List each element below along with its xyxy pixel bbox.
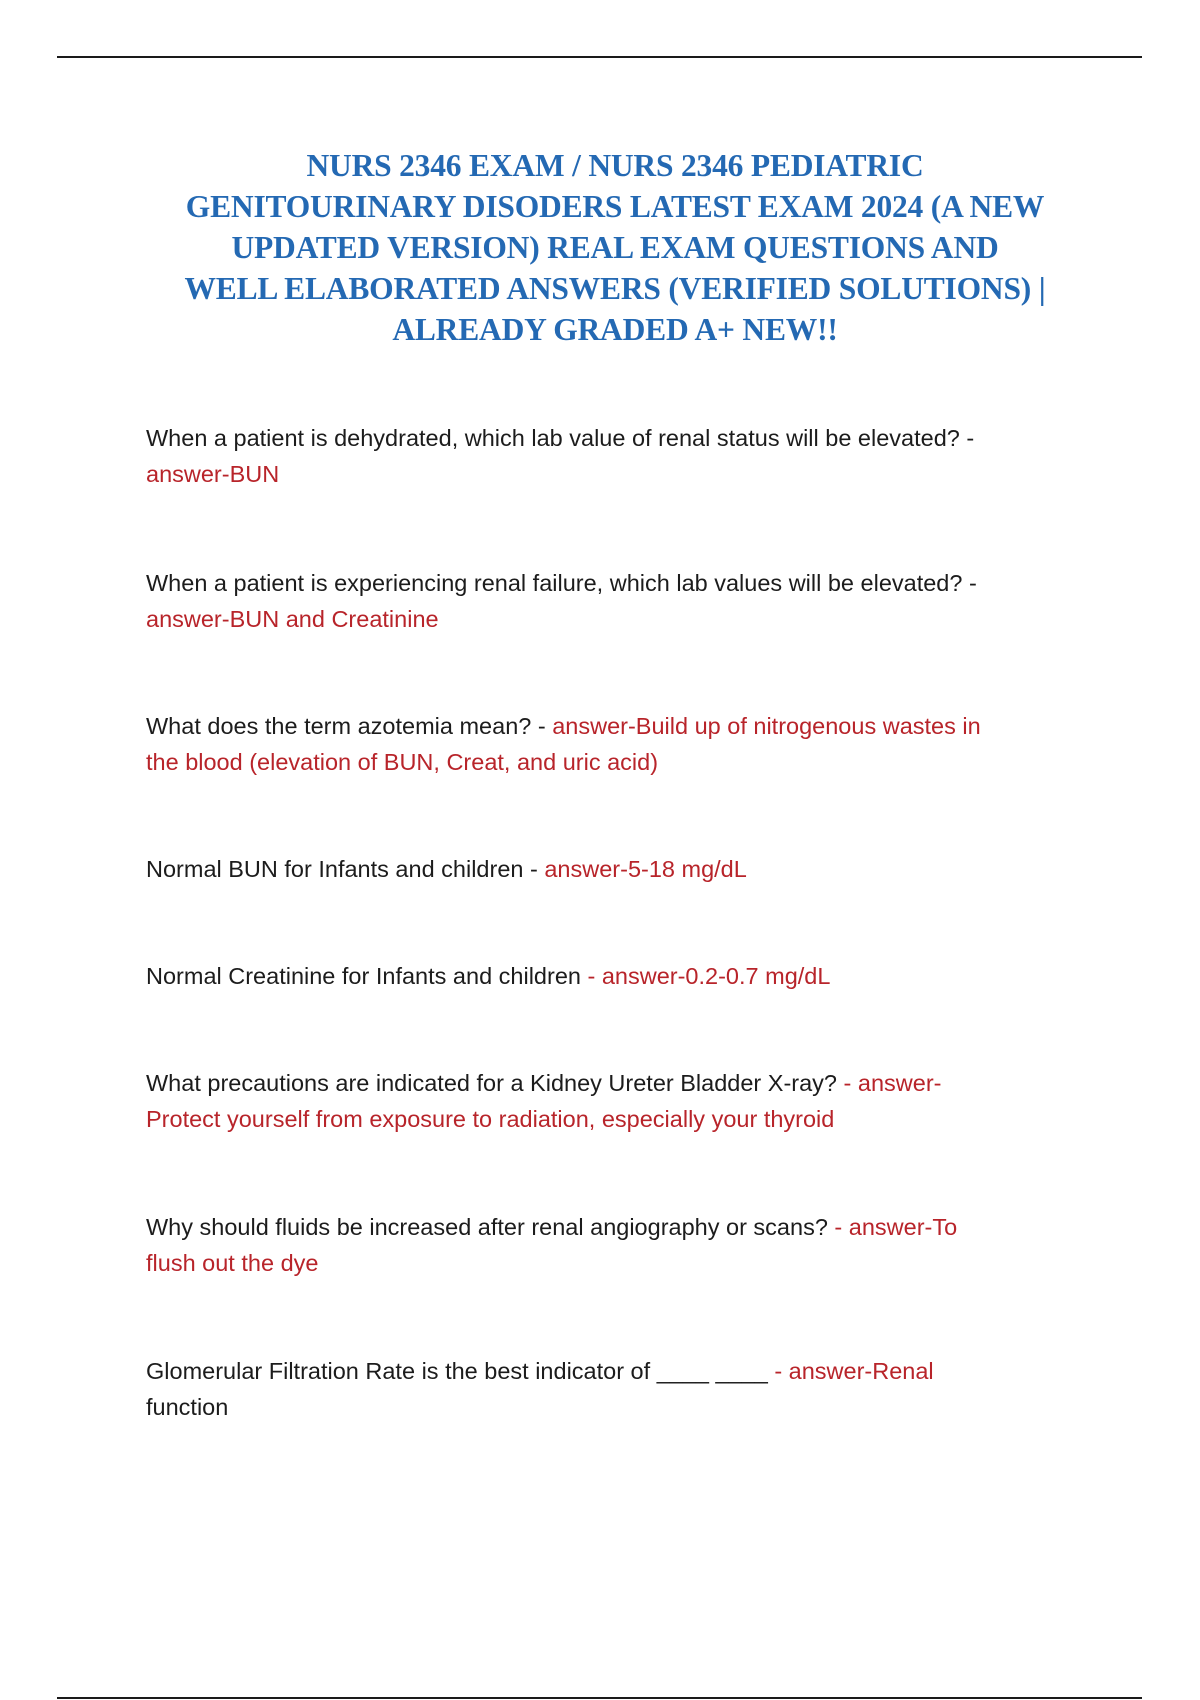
qa-item-renal-angiography [146,1209,1086,1281]
qa-line [146,1389,1086,1425]
qa-line [146,1101,1086,1137]
qa-item-gfr [146,1353,1086,1425]
document-title [110,145,1120,350]
answer-text: flush out the dye [146,1250,319,1276]
question-text: What does the term azotemia mean? - [146,713,553,739]
question-text: When a patient is dehydrated, which lab value of renal status will be elevated? - [146,425,975,451]
question-text: Normal Creatinine for Infants and children [146,963,588,989]
answer-text: the blood (elevation of BUN, Creat, and uric acid) [146,749,659,775]
qa-line [146,1065,1086,1101]
qa-item-normal-creatinine [146,958,1086,994]
question-text: Why should fluids be increased after renal angiography or scans? [146,1214,835,1240]
qa-item-dehydration [146,420,1086,492]
answer-text: answer-5-18 mg/dL [544,856,747,882]
title-line: NURS 2346 EXAM / NURS 2346 PEDIATRIC [306,148,924,183]
question-text: What precautions are indicated for a Kidney Ureter Bladder X-ray? [146,1070,844,1096]
answer-text: - answer-Renal [774,1358,934,1384]
qa-line [146,744,1086,780]
qa-line [146,565,1086,601]
qa-line [146,851,1086,887]
answer-text: answer-BUN and Creatinine [146,606,439,632]
bottom-rule [57,1697,1142,1699]
answer-text: Protect yourself from exposure to radiation, especially your thyroid [146,1106,835,1132]
question-text: When a patient is experiencing renal failure, which lab values will be elevated? - [146,570,977,596]
qa-item-kub-xray [146,1065,1086,1137]
question-text: Glomerular Filtration Rate is the best indicator of ____ ____ [146,1358,775,1384]
question-text: function [146,1394,229,1420]
title-line: WELL ELABORATED ANSWERS (VERIFIED SOLUTIONS) | [184,271,1046,306]
top-rule [57,56,1142,58]
qa-line [146,420,1086,456]
answer-text: answer-BUN [146,461,280,487]
qa-item-normal-bun [146,851,1086,887]
qa-line [146,958,1086,994]
answer-text: answer-Build up of nitrogenous wastes in [552,713,981,739]
qa-line [146,1353,1086,1389]
answer-text: - answer-To [834,1214,958,1240]
qa-line [146,456,1086,492]
title-line: UPDATED VERSION) REAL EXAM QUESTIONS AND [231,230,999,265]
qa-item-renal-failure [146,565,1086,637]
answer-text: - answer- [843,1070,942,1096]
qa-line [146,1209,1086,1245]
qa-line [146,708,1086,744]
answer-text: - answer-0.2-0.7 mg/dL [587,963,831,989]
qa-item-azotemia [146,708,1086,780]
title-line: ALREADY GRADED A+ NEW!! [392,312,838,347]
question-text: Normal BUN for Infants and children - [146,856,545,882]
qa-line [146,1245,1086,1281]
qa-line [146,601,1086,637]
title-line: GENITOURINARY DISODERS LATEST EXAM 2024 (A NEW [185,189,1045,224]
